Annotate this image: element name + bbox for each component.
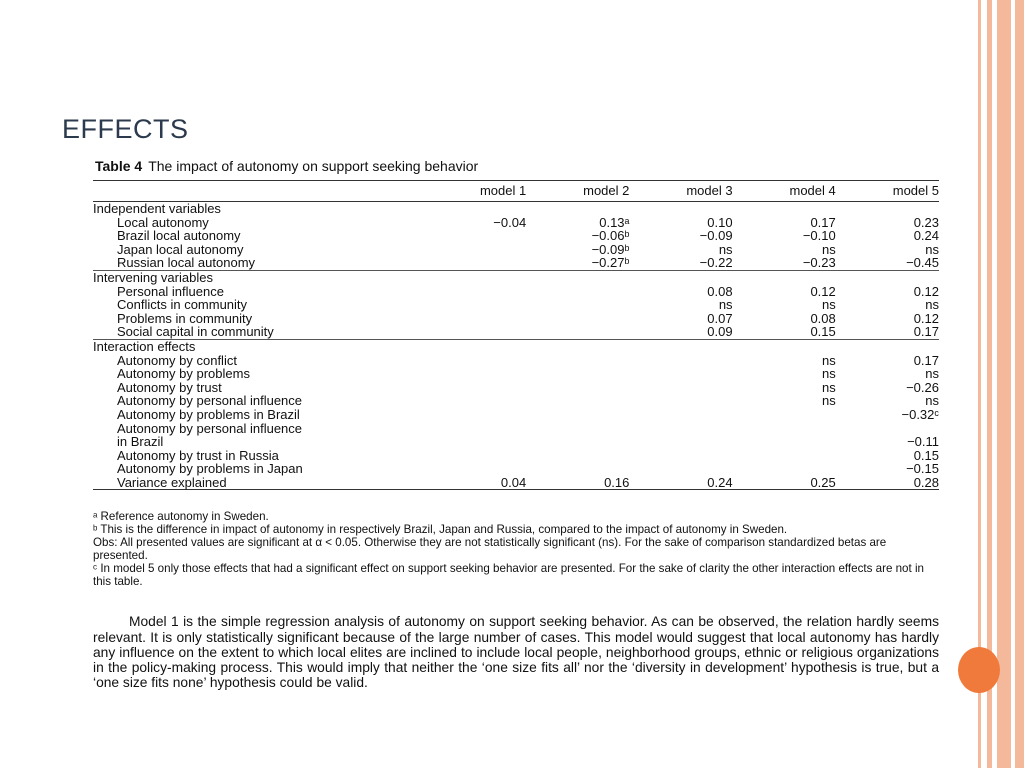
table-row [93,476,939,490]
cell-model-3 [629,408,732,422]
cell-model-3 [629,354,732,368]
cell-model-1 [423,381,526,395]
cell-model-2 [526,325,629,339]
cell-model-1 [423,435,526,449]
row-label: Local autonomy [117,214,209,230]
cell-model-4: ns [822,297,836,313]
cell-model-1 [423,394,526,408]
note-c: ᶜ In model 5 only those effects that had a significant effect on support seeking behavior are presented. For the sake of clarity the other interaction effects are not in this table. [93,562,924,589]
table-caption [95,158,941,174]
cell-model-1 [423,354,526,368]
cell-model-3: 0.08 [707,283,733,299]
cell-model-4 [733,462,836,476]
cell-model-5: ns [925,366,939,382]
table-row [93,229,939,243]
cell-model-5: 0.12 [913,310,939,326]
row-label: Japan local autonomy [117,241,244,257]
row-label: Variance explained [93,476,423,490]
section-header-row [93,202,939,216]
cell-model-3 [629,381,732,395]
header-model-4: model 4 [733,181,836,202]
table-row [93,256,939,270]
cell-model-5: ns [925,297,939,313]
section-header-row [93,270,939,284]
cell-model-3 [629,435,732,449]
cell-model-5: 0.17 [913,324,939,340]
table-row [93,216,939,230]
cell-model-3: −0.09 [699,228,733,244]
cell-model-4: ns [822,241,836,257]
cell-model-4 [733,449,836,463]
cell-model-4: ns [822,366,836,382]
cell-model-4 [733,422,836,436]
cell-model-4: 0.17 [810,214,836,230]
cell-model-4 [733,435,836,449]
row-label: Autonomy by problems [117,366,250,382]
cell-model-5: 0.23 [913,214,939,230]
note-b: ᵇ This is the difference in impact of autonomy in respectively Brazil, Japan and Russia, compared to the impact of autonomy in Sweden. [93,523,788,537]
row-label: Autonomy by personal influence [117,393,303,409]
row-label: Autonomy by trust [117,379,222,395]
cell-model-3: −0.22 [699,255,733,271]
row-label: Autonomy by personal influence [117,420,303,436]
table-caption-text: The impact of autonomy on support seeking behavior [148,158,479,174]
table-row [93,422,939,436]
cell-model-4: −0.23 [802,255,836,271]
row-label: Personal influence [117,283,224,299]
cell-model-3: 0.09 [707,324,733,340]
cell-model-3 [629,394,732,408]
cell-model-4: 0.25 [733,476,836,490]
row-label: Social capital in community [117,324,274,340]
cell-model-5: 0.17 [913,352,939,368]
row-label: Conflicts in community [117,297,248,313]
accent-circle [958,647,1000,693]
cell-model-1 [423,243,526,257]
cell-model-2 [526,381,629,395]
cell-model-2: 0.16 [526,476,629,490]
cell-model-3 [629,422,732,436]
cell-model-4: 0.12 [810,283,836,299]
cell-model-2 [526,462,629,476]
cell-model-5: ns [925,393,939,409]
table-body [93,202,939,490]
cell-model-5: 0.28 [836,476,939,490]
table-row [93,394,939,408]
cell-model-4: ns [822,393,836,409]
table-row [93,449,939,463]
table-row [93,298,939,312]
cell-model-4 [733,408,836,422]
cell-model-1 [423,285,526,299]
table-row [93,243,939,257]
document-image [93,158,941,690]
cell-model-1 [423,408,526,422]
row-label: Problems in community [117,310,253,326]
cell-model-5: 0.12 [913,283,939,299]
cell-model-5: −0.26 [906,379,939,395]
note-a: ᵃ Reference autonomy in Sweden. [93,510,269,524]
cell-model-5 [836,422,939,436]
cell-model-4: 0.15 [810,324,836,340]
header-model-1: model 1 [423,181,526,202]
cell-model-2 [526,298,629,312]
cell-model-5: −0.32ᶜ [901,406,939,422]
row-label: Autonomy by trust in Russia [117,447,279,463]
table-caption-label: Table 4 [95,158,143,174]
row-label: Autonomy by problems in Brazil [117,406,300,422]
cell-model-1: −0.04 [493,214,527,230]
cell-model-2 [526,354,629,368]
cell-model-1 [423,325,526,339]
cell-model-3 [629,367,732,381]
cell-model-3: ns [718,241,733,257]
stripe [997,0,1011,768]
cell-model-3 [629,462,732,476]
table-row [93,381,939,395]
cell-model-3 [629,449,732,463]
stripe [1015,0,1024,768]
cell-model-2: −0.27ᵇ [591,255,630,271]
cell-model-1 [423,367,526,381]
cell-model-2 [526,312,629,326]
cell-model-5: ns [925,241,939,257]
table-header-row [93,181,939,202]
header-model-3: model 3 [629,181,732,202]
section-header-row [93,339,939,353]
regression-table [93,180,939,490]
cell-model-1 [423,449,526,463]
section-title: Independent variables [93,201,221,216]
note-obs: Obs: All presented values are significant at α < 0.05. Otherwise they are not statistically significant (ns). For the sake of comparison standardized betas are presented. [93,536,887,563]
cell-model-1 [423,422,526,436]
table-row [93,408,939,422]
section-title: Interaction effects [93,339,939,353]
cell-model-2 [526,422,629,436]
cell-model-5: 0.24 [913,228,939,244]
header-model-2: model 2 [526,181,629,202]
cell-model-2 [526,449,629,463]
table-row [93,285,939,299]
paragraph-text: Model 1 is the simple regression analysis of autonomy on support seeking behavior. As can be observed, the relation hardly seems relevant. It is only statistically significant because of the large number of cases. This model would suggest that local autonomy has hardly any influence on the extent to which local elites are inclined to include local people, neighborhood groups, ethnic or religious organizations in the policy-making process. This would imply that neither the ‘one size fits all’ nor the ‘diversity in development’ hypothesis is true, but a ‘one size fits none’ hypothesis could be valid. [93,614,939,691]
row-label: Brazil local autonomy [117,228,241,244]
table-row [93,325,939,339]
table-notes [93,510,939,588]
cell-model-4: ns [822,352,836,368]
cell-model-2: −0.09ᵇ [591,241,630,257]
row-label: Russian local autonomy [117,255,256,271]
cell-model-1 [423,229,526,243]
body-paragraph [93,614,939,690]
cell-model-4: −0.10 [802,228,836,244]
section-title: Intervening variables [93,270,939,284]
header-model-5: model 5 [836,181,939,202]
cell-model-1 [423,256,526,270]
cell-model-1 [423,462,526,476]
cell-model-4: 0.08 [810,310,836,326]
cell-model-2 [526,285,629,299]
table-row [93,354,939,368]
cell-model-2 [526,394,629,408]
cell-model-5: −0.15 [906,461,939,477]
slide-title: EFFECTS [62,114,189,144]
cell-model-2 [526,367,629,381]
cell-model-3: 0.24 [629,476,732,490]
cell-model-2: 0.13ᵃ [599,214,630,230]
cell-model-3: 0.10 [707,214,733,230]
cell-model-4: ns [822,379,836,395]
cell-model-3: ns [718,297,733,313]
cell-model-5: 0.15 [913,447,939,463]
table-row [93,367,939,381]
cell-model-5: −0.11 [907,434,939,450]
table-row [93,462,939,476]
cell-model-2 [526,408,629,422]
cell-model-2 [526,435,629,449]
cell-model-2: −0.06ᵇ [591,228,630,244]
cell-model-1 [423,298,526,312]
table-row [93,435,939,449]
row-label: Autonomy by problems in Japan [117,461,303,477]
row-label: Autonomy by conflict [117,352,237,368]
cell-model-1 [423,312,526,326]
cell-model-3: 0.07 [707,310,733,326]
cell-model-5: −0.45 [906,255,939,271]
cell-model-1: 0.04 [423,476,526,490]
row-label: in Brazil [117,434,164,450]
table-row [93,312,939,326]
header-label-cell [93,181,423,202]
